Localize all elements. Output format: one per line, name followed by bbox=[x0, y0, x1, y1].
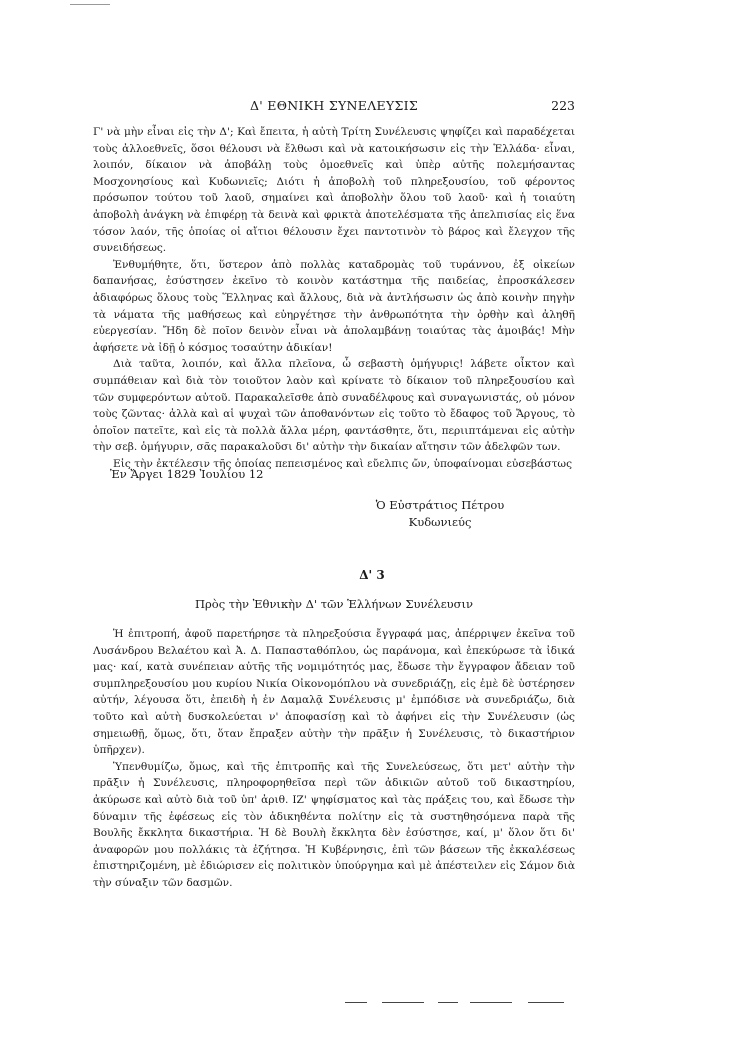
page-number: 223 bbox=[551, 98, 575, 113]
running-title: Δ' ΕΘΝΙΚΗ ΣΥΝΕΛΕΥΣΙΣ bbox=[249, 98, 419, 113]
signature-origin: Κυδωνιεύς bbox=[408, 515, 472, 529]
top-edge-mark bbox=[70, 4, 110, 5]
document-body bbox=[93, 626, 575, 892]
signature-name: Ὁ Εὐστράτιος Πέτρου bbox=[375, 498, 505, 512]
petition-body bbox=[93, 124, 575, 472]
footer-rule bbox=[345, 1002, 367, 1003]
footer-rule bbox=[528, 1002, 564, 1003]
footer-rule bbox=[470, 1002, 512, 1003]
running-head bbox=[93, 98, 575, 118]
petition-paragraph-2: Ἐνθυμήθητε, ὅτι, ὕστερον ἀπὸ πολλὰς καταδρομὰς τοῦ τυράννου, ἐξ οἰκείων δαπανήσας, ἐσύστησεν ἐκεῖνο τὸ κοινὸν κατάστημα τῆς παιδείας, ἐπροσκάλεσεν ἀδιαφόρως ὅλους τοὺς Ἕλληνας καὶ ἄλλους, διὰ νὰ ἀντλήσωσιν ὡς ἀπὸ κοινὴν πηγὴν τὰ νάματα τῆς μαθήσεως καὶ εὐηργέτησε τὴν ἀνθρωπότητα τὴν ὀρθὴν καὶ ἀληθῆ εὐεργεσίαν. Ἤδη δὲ ποῖον δεινὸν εἶναι νὰ ἀπολαμβάνῃ τοιαύτας τὰς ἀμοιβάς! Μὴν ἀφήσετε νὰ ἰδῇ ὁ κόσμος τοσαύτην ἀδικίαν! bbox=[93, 258, 575, 354]
footer-rule bbox=[382, 1002, 424, 1003]
petition-paragraph-1: Γ' νὰ μὴν εἶναι εἰς τὴν Δ'; Καὶ ἔπειτα, ἡ αὐτὴ Τρίτη Συνέλευσις ψηφίζει καὶ παραδέχεται τοὺς ἀλλοεθνεῖς, ὅσοι θέλουσι νὰ ἔλθωσι καὶ νὰ κατοικήσωσιν εἰς τὴν Ἑλλάδα· εἶναι, λοιπόν, δίκαιον νὰ ἀποβάλῃ τοὺς ὁμοεθνεῖς καὶ ὑπὲρ αὐτῆς πολεμήσαντας Μοσχονησίους καὶ Κυδωνιεῖς; Διότι ἡ ἀποβολὴ τοῦ πληρεξουσίου, τοῦ φέροντος πρόσωπον τούτου τοῦ λαοῦ, σημαίνει καὶ ἀποβολὴν ὅλου τοῦ λαοῦ· καὶ ἡ τοιαύτη ἀποβολὴ ἀνάγκη νὰ ἐπιφέρῃ τὰ δεινὰ καὶ φρικτὰ ἀποτελέσματα τῆς ἀπελπισίας εἰς ἕνα τόσον λαόν, τῆς ὁποίας οἱ αἴτιοι θέλουσιν ἔχει παντοτινὸν τὸ βάρος καὶ ἔλεγχον τῆς συνειδήσεως. bbox=[93, 126, 575, 255]
petition-paragraph-3: Διὰ ταῦτα, λοιπόν, καὶ ἄλλα πλεῖονα, ὦ σεβαστὴ ὁμήγυρις! λάβετε οἶκτον καὶ συμπάθειαν καὶ διὰ τὸν τοιοῦτον λαὸν καὶ κρίνατε τὸ δίκαιον τοῦ πληρεξουσίου καὶ τῶν συμφερόντων αὐτοῦ. Παρακαλεῖσθε ἀπὸ συναδέλφους καὶ συναγωνιστάς, οὐ μόνον τοὺς ζῶντας· ἀλλὰ καὶ αἱ ψυχαὶ τῶν ἀποθανόντων εἰς τοῦτο τὸ ἔδαφος τοῦ Ἄργους, τὸ ὁποῖον πατεῖτε, καὶ εἰς τὰ πολλὰ ἄλλα μέρη, φαντάσθητε, ὅτι, περιιπτάμεναι εἰς αὐτὴν τὴν σεβ. ὁμήγυριν, σᾶς παρακαλοῦσι δι' αὐτὴν τὴν δικαίαν αἴτησιν τῶν ἀδελφῶν των. bbox=[93, 358, 575, 454]
document-number: Δ' 3 bbox=[359, 568, 385, 582]
petition-closing: Εἰς τὴν ἐκτέλεσιν τῆς ὁποίας πεπεισμένος καὶ εὔελπις ὤν, ὑποφαίνομαι εὐσεβάστως bbox=[113, 457, 572, 470]
signature bbox=[360, 497, 520, 531]
footer-rule bbox=[438, 1002, 458, 1003]
document-heading: Πρὸς τὴν Ἐθνικὴν Δ' τῶν Ἑλλήνων Συνέλευσιν bbox=[195, 597, 473, 611]
document-paragraph-2: Ὑπενθυμίζω, ὅμως, καὶ τῆς ἐπιτροπῆς καὶ τῆς Συνελεύσεως, ὅτι μετ' αὐτὴν τὴν πρᾶξιν ἡ Συνέλευσις, πληροφορηθεῖσα περὶ τῶν ἀδικιῶν αὐτοῦ τοῦ δικαστηρίου, ἀκύρωσε καὶ αὐτὸ διὰ τοῦ ὑπ' ἀριθ. ΙΖ' ψηφίσματος καὶ τὰς πράξεις του, καὶ ἔδωσε τὴν δύναμιν τῆς ἐφέσεως εἰς τὸν ἀδικηθέντα πολίτην εἰς τὰ συστηθησόμενα παρὰ τῆς Βουλῆς ἔκκλητα δικαστήρια. Ἡ δὲ Βουλὴ ἔκκλητα δὲν ἐσύστησε, καί, μ' ὅλον ὅτι δι' ἀναφορῶν μου πολλάκις τὰ ἐζήτησα. Ἡ Κυβέρνησις, ἐπὶ τῶν βάσεων τῆς ἐκκαλέσεως ἐπιστηριζομένη, μὲ ἐδιώρισεν εἰς πολιτικὸν ὑπούργημα καὶ μὲ ἀπέστειλεν εἰς Σάμον διὰ τὴν σύναξιν τῶν δασμῶν. bbox=[93, 760, 575, 889]
dateline: Ἐν Ἄργει 1829 Ἰουλίου 12 bbox=[110, 467, 264, 481]
document-paragraph-1: Ἡ ἐπιτροπή, ἀφοῦ παρετήρησε τὰ πληρεξούσια ἔγγραφά μας, ἀπέρριψεν ἐκεῖνα τοῦ Λυσάνδρου Βελαέτου καὶ Ἀ. Δ. Παπασταθόπλου, ὡς παράνομα, καὶ ἐπεκύρωσε τὰ ἰδικά μας· καί, κατὰ συνέπειαν αὐτῆς τῆς νομιμότητός μας, ἔδωσε τὴν ἔγγραφον ἄδειαν τοῦ συμπληρεξουσίου μου κυρίου Νικία Οἰκονομόπλου νὰ συνεδριάζῃ, εἰς ἐμὲ δὲ ὑστέρησεν αὐτήν, λέγουσα ὅτι, ἐπειδὴ ἡ ἐν Δαμαλᾷ Συνέλευσις μ' ἐμπόδισε νὰ συνεδριάζω, διὰ τοῦτο καὶ αὐτὴ δυσκολεύεται ν' ἀποφασίσῃ καὶ τὸ ἀφήνει εἰς τὴν Συνέλευσιν (ὡς σημειωθῇ, ὅμως, ὅτι, ὅταν ἔπραξεν αὐτὴν τὴν πρᾶξιν ἡ Συνέλευσις, τὸ δικαστήριον ὑπῆρχεν). bbox=[93, 628, 575, 757]
